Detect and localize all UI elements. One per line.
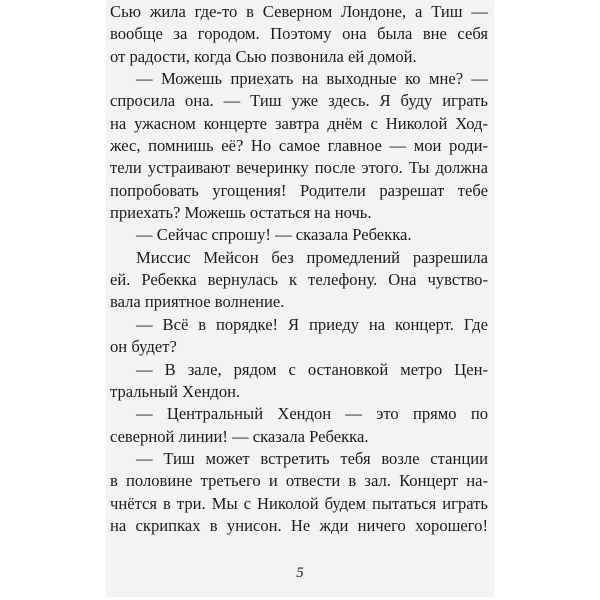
text-line: — Всё в порядке! Я приеду на концерт. Где [136, 314, 488, 334]
text-line: он будет? [110, 337, 177, 357]
page-number: 5 [296, 565, 304, 581]
text-line: ей. Ребекка вернулась к телефону. Она чувство- [110, 270, 488, 290]
text-line: приехать? Можешь остаться на ночь. [110, 203, 372, 223]
book-page [106, 0, 494, 597]
text-line: чнётся в три. Мы с Николой будем пытаться играть [110, 493, 488, 513]
text-line: северной линии! — сказала Ребекка. [110, 426, 369, 446]
text-line: — Сейчас спрошу! — сказала Ребекка. [136, 225, 412, 245]
text-line: от радости, когда Сью позвонила ей домой. [110, 46, 417, 66]
text-line: Миссис Мейсон без промедлений разрешила [136, 247, 488, 267]
text-line: вообще за городом. Поэтому она была вне себя [110, 24, 488, 44]
text-line: на ужасном концерте завтра днём с Николой Ход- [110, 113, 488, 133]
text-line: тральный Хендон. [110, 381, 241, 401]
text-line: вала приятное волнение. [110, 292, 285, 312]
text-line: попробовать угощения! Родители разрешат тебе [110, 180, 488, 200]
text-line: спросила она. — Тиш уже здесь. Я буду играть [110, 91, 488, 111]
text-line: в половине третьего и отвести в зал. Концерт на- [110, 471, 488, 491]
text-line: Сью жила где-то в Северном Лондоне, а Тиш — [110, 2, 488, 21]
text-line: — Тиш может встретить тебя возле станции [136, 448, 488, 468]
text-line: — Центральный Хендон — это прямо по [136, 404, 488, 424]
text-line: тели устраивают вечеринку после этого. Ты должна [110, 158, 488, 178]
text-line: — Можешь приехать на выходные ко мне? — [136, 69, 488, 89]
text-line: — В зале, рядом с остановкой метро Цен- [136, 359, 488, 379]
text-line: на скрипках в унисон. Не жди ничего хорошего! [110, 515, 488, 535]
body-text [110, 1, 488, 537]
text-line: жес, помнишь её? Но самое главное — мои роди- [110, 136, 488, 156]
